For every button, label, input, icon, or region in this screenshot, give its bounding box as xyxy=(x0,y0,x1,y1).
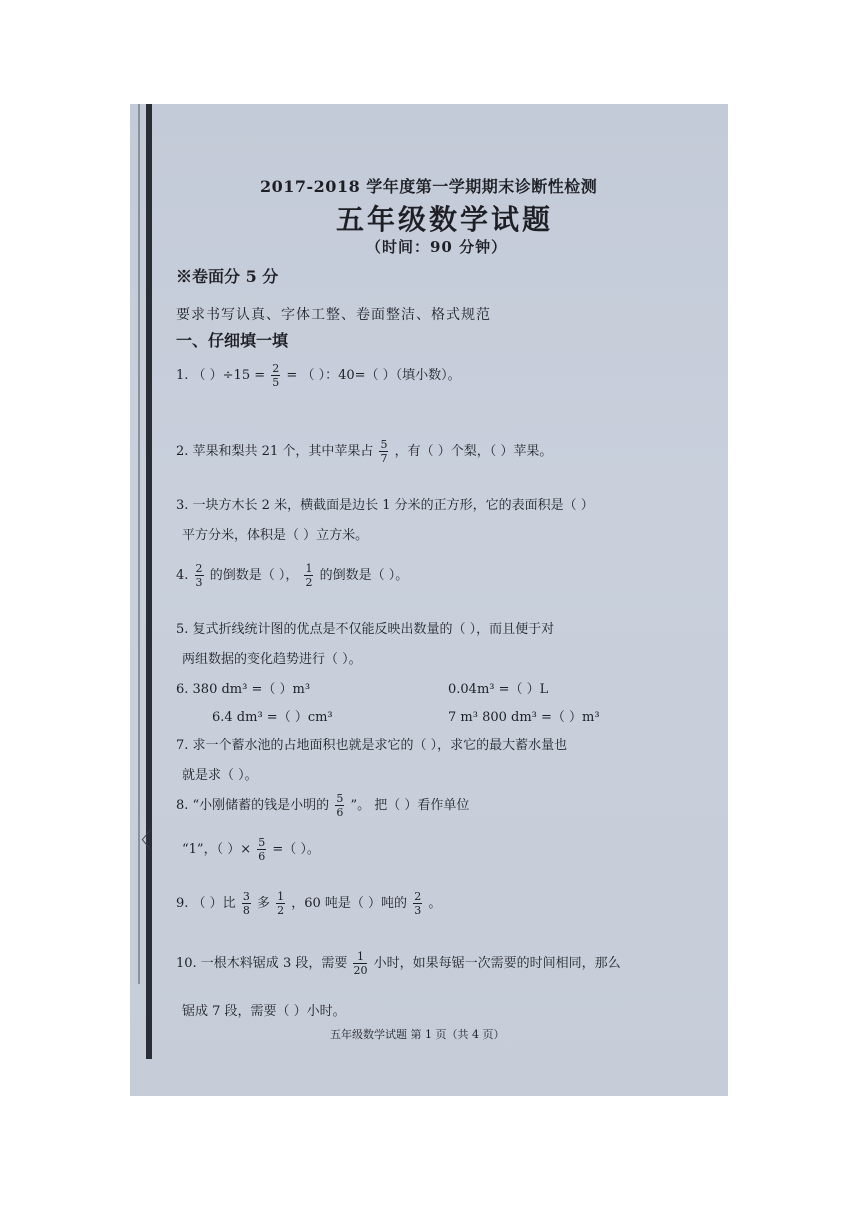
question-1 xyxy=(176,362,461,389)
question-4 xyxy=(176,562,408,589)
page-footer: 五年级数学试题 第 1 页（共 4 页） xyxy=(330,1028,505,1041)
question-10-line-1 xyxy=(176,950,621,977)
question-8-line-2 xyxy=(182,836,320,863)
edge-mark: 〈 xyxy=(130,829,153,854)
q9-fraction-1: $\frac{3}{8}$ xyxy=(242,890,250,917)
q10-text-a: 10. 一根木料锯成 3 段，需要 xyxy=(176,956,348,971)
q8-text-a: 8. “小刚储蓄的钱是小明的 xyxy=(176,798,330,813)
q2-text-b: ，有（ ）个梨，（ ）苹果。 xyxy=(394,444,553,459)
q2-text-a: 2. 苹果和梨共 21 个，其中苹果占 xyxy=(176,444,374,459)
question-7-line-1: 7. 求一个蓄水池的占地面积也就是求它的（ ），求它的最大蓄水量也 xyxy=(176,738,568,753)
question-6-item-1: 6. 380 dm³ =（ ）m³ xyxy=(176,682,311,697)
q4-text-b: 的倒数是（ ）， xyxy=(209,568,299,583)
q8-text-b: ”。 把（ ）看作单位 xyxy=(350,798,470,813)
question-6-item-3: 6.4 dm³ =（ ）cm³ xyxy=(212,710,333,725)
question-3-line-2: 平方分米，体积是（ ）立方米。 xyxy=(182,528,369,543)
question-2 xyxy=(176,438,552,465)
q4-fraction-2: $\frac{1}{2}$ xyxy=(305,562,313,589)
q8-text-c: “1”，（ ）× xyxy=(182,842,252,857)
q9-fraction-2: $\frac{1}{2}$ xyxy=(277,890,285,917)
q9-text-b: 多 xyxy=(256,896,270,911)
q2-fraction: $\frac{5}{7}$ xyxy=(380,438,388,465)
section-title: 一、仔细填一填 xyxy=(176,331,289,350)
q1-text-b: = （ ）：40=（ ）（填小数）。 xyxy=(286,368,461,383)
exam-duration: （时间：90 分钟） xyxy=(366,238,508,256)
q4-text-c: 的倒数是（ ）。 xyxy=(319,568,409,583)
q8-fraction-2: $\frac{5}{6}$ xyxy=(258,836,266,863)
score-note: ※卷面分 5 分 xyxy=(176,267,279,286)
exam-term-title: 2017-2018 学年度第一学期期末诊断性检测 xyxy=(260,177,598,196)
writing-requirement: 要求书写认真、字体工整、卷面整洁、格式规范 xyxy=(176,307,491,323)
q8-fraction-1: $\frac{5}{6}$ xyxy=(336,792,344,819)
q4-fraction-1: $\frac{2}{3}$ xyxy=(195,562,203,589)
q9-text-a: 9. （ ）比 xyxy=(176,896,236,911)
q9-text-e: 。 xyxy=(428,896,442,911)
q10-fraction: $\frac{1}{20}$ xyxy=(353,950,368,977)
question-10-line-2: 锯成 7 段，需要（ ）小时。 xyxy=(182,1004,346,1019)
question-9 xyxy=(176,890,441,917)
exam-main-title: 五年级数学试题 xyxy=(336,203,554,236)
binding-spine xyxy=(146,104,152,1059)
question-5-line-1: 5. 复式折线统计图的优点是不仅能反映出数量的（ ），而且便于对 xyxy=(176,622,555,637)
question-6-item-2: 0.04m³ =（ ）L xyxy=(448,682,549,697)
q9-fraction-3: $\frac{2}{3}$ xyxy=(414,890,422,917)
q1-text-a: 1. （ ）÷15 = xyxy=(176,368,266,383)
q4-text-a: 4. xyxy=(176,568,189,583)
q9-text-c: ，60 吨是（ ）吨的 xyxy=(291,896,408,911)
q10-text-b: 小时，如果每锯一次需要的时间相同，那么 xyxy=(373,956,621,971)
q8-text-d: =（ ）。 xyxy=(272,842,320,857)
q1-fraction: $\frac{2}{5}$ xyxy=(272,362,280,389)
question-5-line-2: 两组数据的变化趋势进行（ ）。 xyxy=(182,652,362,667)
exam-paper-sheet xyxy=(130,104,728,1096)
question-7-line-2: 就是求（ ）。 xyxy=(182,768,258,783)
question-8-line-1 xyxy=(176,792,469,819)
question-3-line-1: 3. 一块方木长 2 米，横截面是边长 1 分米的正方形，它的表面积是（ ） xyxy=(176,498,594,513)
question-6-item-4: 7 m³ 800 dm³ =（ ）m³ xyxy=(448,710,600,725)
